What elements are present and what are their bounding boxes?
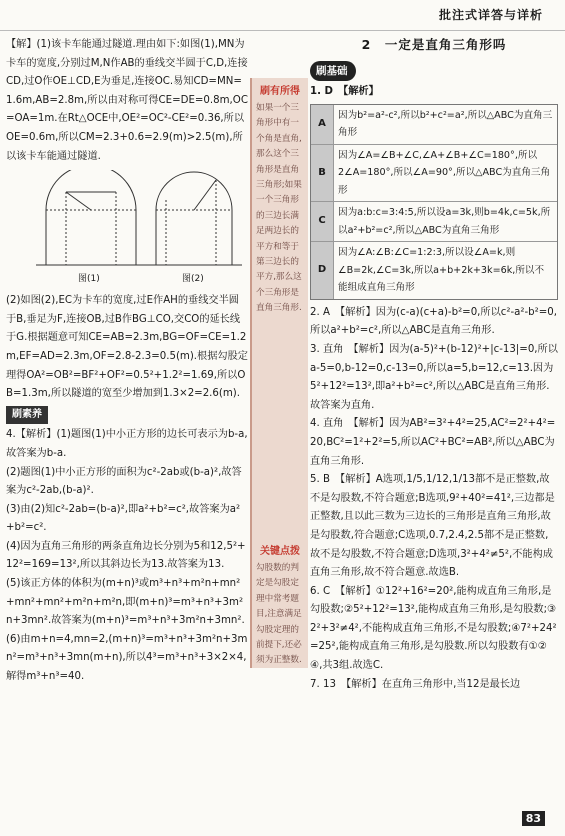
option-analysis: 因为a:b:c=3:4:5,所以设a=3k,则b=4k,c=5k,所以a²+b²=c²,所以△ABC为直角三角形 [338,207,551,236]
figure-1-caption: 图(1) [78,274,100,285]
table-row [311,202,557,242]
option-key: B [311,145,334,202]
table-row [311,242,557,299]
q1-analysis-table [310,104,558,300]
sidebar-note-text: 如果一个三角形中有一个角是直角,那么这个三角形是直角三角形;如果一个三角形的三边长满足两边长的平方和等于第三边长的平方,那么这个三角形是直角三角形. [256,103,302,314]
sidebar-note-heading: 刷有所得 [260,86,300,97]
answer-q6: 6. C 【解析】①12²+16²=20²,能构成直角三角形,是勾股数;②5²+12²=13²,能构成直角三角形,是勾股数;③2²+3²≠4²,不能构成直角三角形,不是勾股数;④7²+24²=25²,能构成直角三角形,是勾股数.所以勾股数有①②④,共3组.故选C. [310,585,557,672]
option-key: D [311,242,334,299]
section-badge-basics: 刷基础 [310,61,356,82]
header-title: 批注式详答与详析 [438,8,543,22]
answer-q5: 5. B 【解析】A选项,1/5,1/12,1/13都不是正整数,故不是勾股数,不符合题意;B选项,9²+40²=41²,三边都是正整数,且以此三数为三边长的三角形是直角三角形,故是勾股数,符合题意;C选项,0.7,2.4,2.5都不是正整数,故不是勾股数,不符合题意;D选项,3²+4²≠5²,不能构成直角三角形,故不符合题意.故选B. [310,474,555,579]
answer-q3: 3. 直角 【解析】因为(a-5)²+(b-12)²+|c-13|=0,所以a-5=0,b-12=0,c-13=0,所以a=5,b=12,c=13.因为5²+12²=13²,即a²+b²=c²,所以△ABC是直角三角形.故答案为直角. [310,343,558,411]
tunnel-diagram [6,170,246,290]
answer-3-part2: (2)如图(2),EC为卡车的宽度,过E作AH的垂线交半圆于B,垂足为F,连接OB,过B作BG⊥CO,交CO的延长线于G.根据题意可知CE=AB=2.3m,BG=OF=CE=1.2m,EF=AD=2.3m,OF=2.8-2.3=0.5(m).根据勾股定理得OA²=OB²=BF²+OF²=0.5²+1.2²=1.69,所以OB=1.3m,所以隧道的宽至少增加到1.3×2=2.6(m). [6,295,248,400]
option-analysis: 因为b²=a²-c²,所以b²+c²=a²,所以△ABC为直角三角形 [338,109,553,139]
option-key: A [311,105,334,144]
table-row [311,105,557,145]
left-column [6,36,248,687]
answer-3-part1: 【解】(1)该卡车能通过隧道.理由如下:如图(1),MN为卡车的宽度,分别过M,N作AB的垂线交半圆于C,D,连接CD,过O作OE⊥CD,E为垂足,连接OC.易知CD=MN=1.6m,AB=2.8m,所以由对称可得CE=DE=0.8m,OC=OA=1m.在Rt△OCE中,OE²=OC²-CE²=0.36,所以OE=0.6m,所以CM=2.3+0.6=2.9(m)>2.5(m),所以该卡车能通过隧道. [6,39,248,162]
sidebar-note-text: 勾股数的判定是勾股定理中常考题目,注意满足勾股定理的前提下,还必须为正整数. [256,563,302,666]
page-number: 83 [522,811,545,826]
answer-q4: 4. 直角 【解析】因为AB²=3²+4²=25,AC²=2²+4²=20,BC²=1²+2²=5,所以AC²+BC²=AB²,所以△ABC为直角三角形. [310,418,556,467]
table-row [311,145,557,203]
answer-q2: 2. A 【解析】因为(c-a)(c+a)-b²=0,所以c²-a²-b²=0,所以a²+b²=c²,所以△ABC是直角三角形. [310,306,557,337]
sidebar-note-heading: 关键点拨 [260,546,300,557]
answer-q7: 7. 13 【解析】在直角三角形中,当12是最长边 [310,678,521,690]
figure-2-caption: 图(2) [182,274,204,285]
section-badge-literacy: 刷素养 [6,406,48,425]
answer-4: 4.【解析】(1)题图(1)中小正方形的边长可表示为b-a,故答案为b-a. (2)题图(1)中小正方形的面积为c²-2ab或(b-a)²,故答案为c²-2ab,(b-a)². (3)由(2)知c²-2ab=(b-a)²,即a²+b²=c²,故答案为a²+b²=c². (4)因为直角三角形的两条直角边长分别为5和12,5²+12²=169=13²,所以其斜边长为13.故答案为13. (5)该正方体的体积为(m+n)³或m³+n³+m²n+mn²+mn²+mn²+m²n+m²n,即(m+n)³=m³+n³+3m²n+3mn².故答案为(m+n)³=m³+n³+3m²n+3mn². (6)由m+n=4,mn=2,(m+n)³=m³+n³+3m²n+3mn²=m³+n³+3mn(m+n),所以4³=m³+n³+3×2×4,解得m³+n³=40. [6,429,248,683]
option-key: C [311,202,334,241]
sidebar-note-summary [250,78,308,578]
section-title: 2 一定是直角三角形吗 [361,37,507,52]
q1-heading: 1. D 【解析】 [310,86,379,98]
option-analysis: 因为∠A=∠B+∠C,∠A+∠B+∠C=180°,所以2∠A=180°,所以∠A=90°,所以△ABC为直角三角形 [338,149,551,196]
right-column [310,36,558,694]
sidebar-note-tip [250,538,308,668]
option-analysis: 因为∠A:∠B:∠C=1:2:3,所以设∠A=k,则∠B=2k,∠C=3k,所以a+b+2k+3k=6k,所以不能组成直角三角形 [338,247,545,294]
page-header [0,0,565,31]
tunnel-figures [6,170,246,290]
